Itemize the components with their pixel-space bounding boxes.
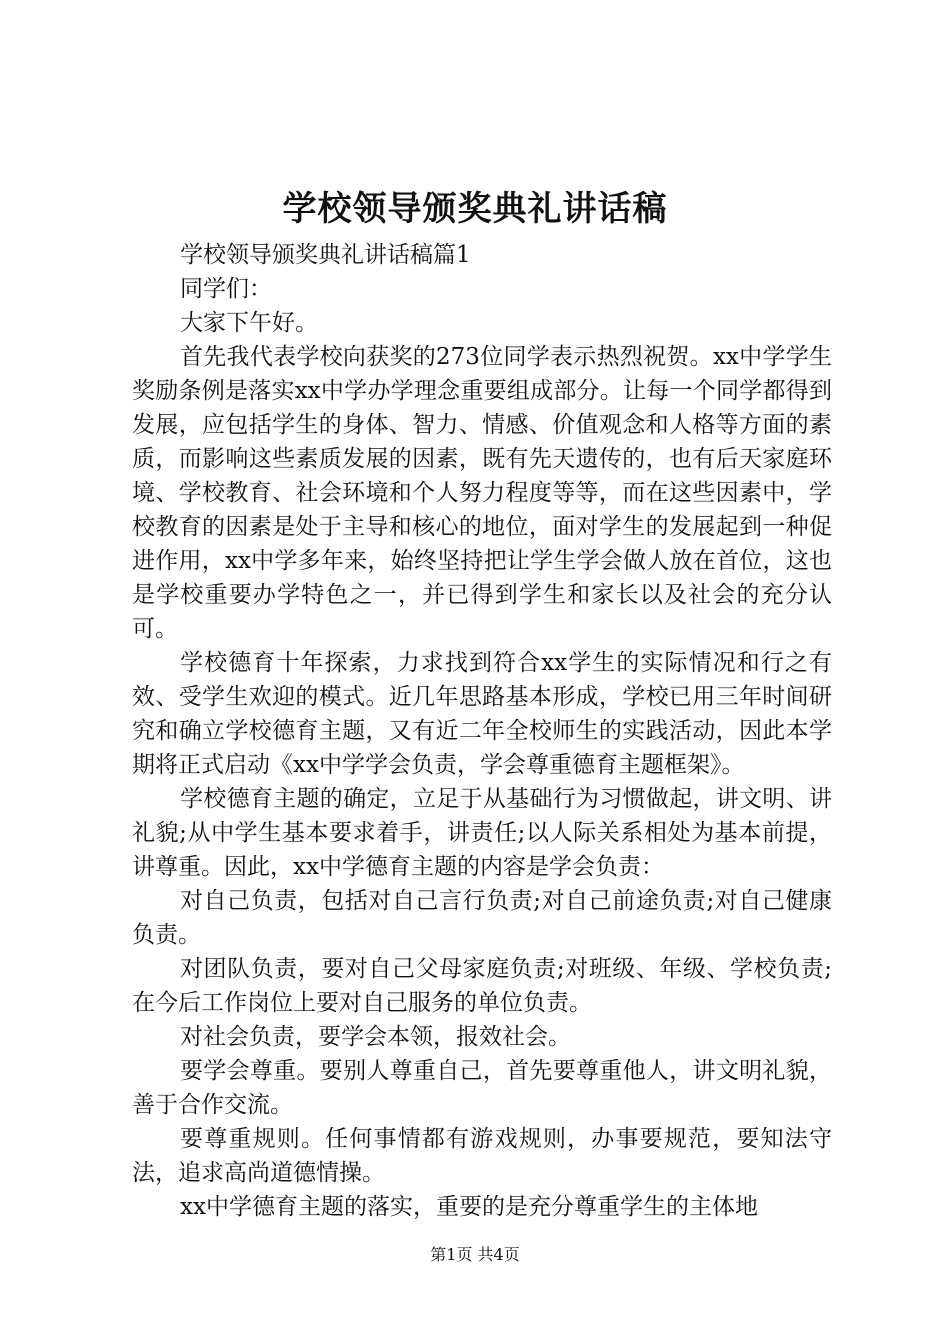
paragraph: 学校德育主题的确定，立足于从基础行为习惯做起，讲文明、讲礼貌;从中学生基本要求着手，讲责任;以人际关系相处为基本前提，讲尊重。因此，xx中学德育主题的内容是学会负责： — [132, 786, 832, 880]
paragraph: 首先我代表学校向获奖的273位同学表示热烈祝贺。xx中学学生奖励条例是落实xx中学办学理念重要组成部分。让每一个同学都得到发展，应包括学生的身体、智力、情感、价值观念和人格等方面的素质，而影响这些素质发展的因素，既有先天遗传的，也有后天家庭环境、学校教育、社会环境和个人努力程度等等，而在这些因素中，学校教育的因素是处于主导和核心的地位，面对学生的发展起到一种促进作用，xx中学多年来，始终坚持把让学生学会做人放在首位，这也是学校重要办学特色之一，并已得到学生和家长以及社会的充分认可。 — [132, 344, 832, 642]
paragraph: 对团队负责，要对自己父母家庭负责;对班级、年级、学校负责;在今后工作岗位上要对自己服务的单位负责。 — [132, 956, 832, 1016]
document-body — [132, 238, 832, 1224]
paragraph: 要尊重规则。任何事情都有游戏规则，办事要规范，要知法守法，追求高尚道德情操。 — [132, 1126, 832, 1186]
paragraph: 对自己负责，包括对自己言行负责;对自己前途负责;对自己健康负责。 — [132, 888, 832, 948]
paragraph: 学校德育十年探索，力求找到符合xx学生的实际情况和行之有效、受学生欢迎的模式。近几年思路基本形成，学校已用三年时间研究和确立学校德育主题，又有近二年全校师生的实践活动，因此本学期将正式启动《xx中学学会负责，学会尊重德育主题框架》。 — [132, 650, 832, 778]
document-title: 学校领导颁奖典礼讲话稿 — [282, 189, 668, 229]
paragraph-greeting: 大家下午好。 — [180, 310, 318, 336]
paragraph-salutation: 同学们： — [180, 276, 272, 302]
paragraph: 要学会尊重。要别人尊重自己，首先要尊重他人，讲文明礼貌，善于合作交流。 — [132, 1058, 832, 1118]
paragraph-heading: 学校领导颁奖典礼讲话稿篇1 — [180, 242, 471, 268]
paragraph: xx中学德育主题的落实，重要的是充分尊重学生的主体地 — [180, 1194, 758, 1220]
paragraph: 对社会负责，要学会本领，报效社会。 — [180, 1024, 571, 1050]
page-footer: 第1页 共4页 — [430, 1245, 520, 1264]
